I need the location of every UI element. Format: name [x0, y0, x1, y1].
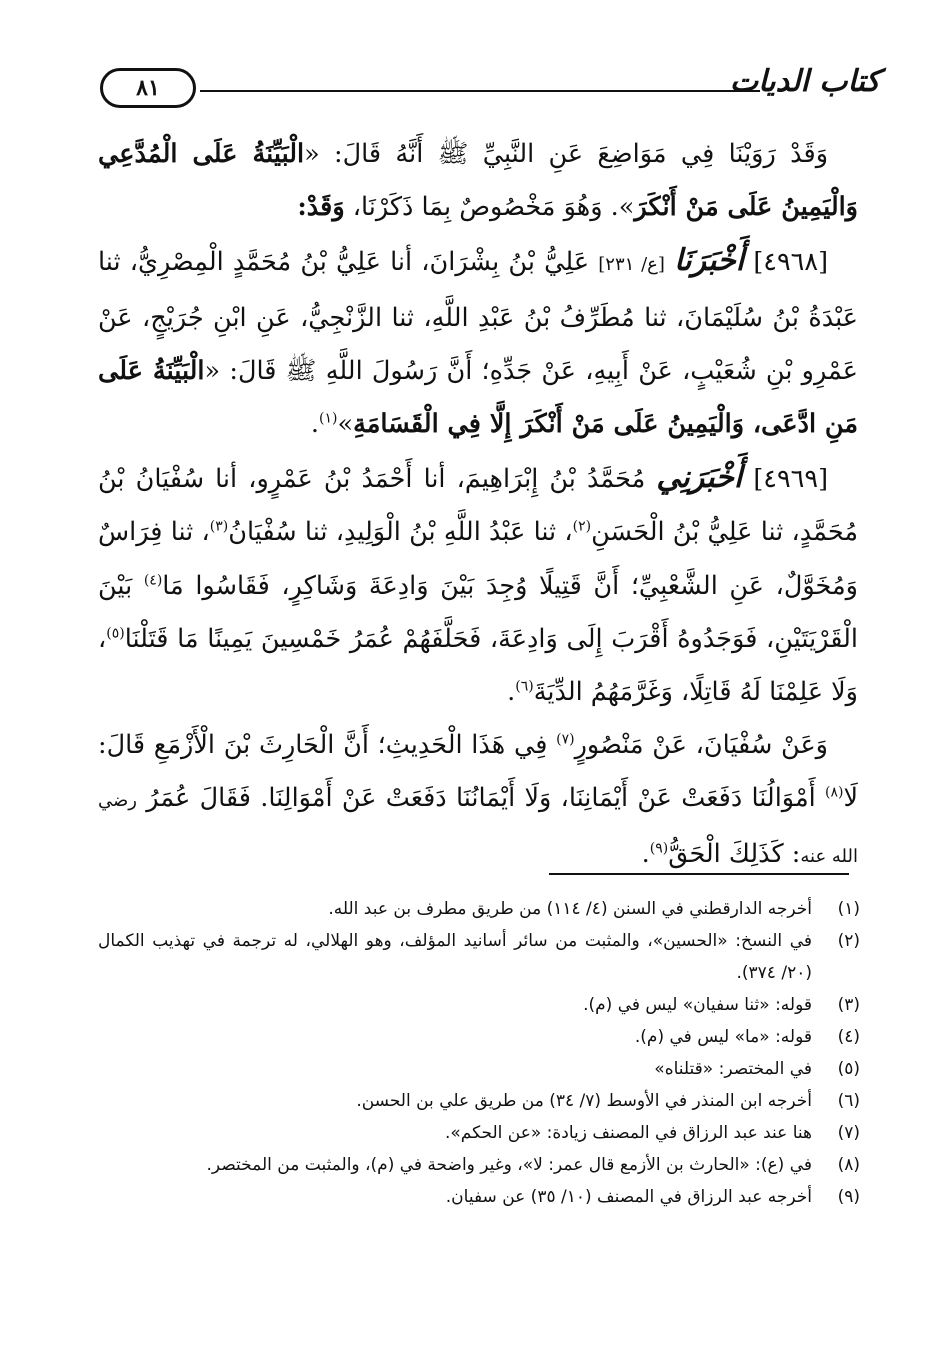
text-run: ». وَهُوَ مَخْصُوصٌ بِمَا ذَكَرْنَا،: [344, 192, 635, 223]
footnote-number: (٥): [837, 1059, 860, 1079]
footnote-text: في (ع): «الحارث بن الأزمع قال عمر: لا»، وغير واضحة في (م)، والمثبت من المختصر.: [206, 1155, 812, 1175]
narration-keyword: أَخْبَرَنِي: [656, 460, 743, 496]
footnote-text: أخرجه الدارقطني في السنن (٤/ ١١٤) من طريق مطرف بن عبد الله.: [328, 899, 812, 919]
footnote-ref[interactable]: (٥): [106, 625, 125, 642]
text-run: ، ثنا فِرَاسٌ وَمُخَوَّلٌ، عَنِ الشَّعْبِيِّ؛ أَنَّ قَتِيلًا وُجِدَ بَيْنَ وَادِعَةَ وَشَاكِرٍ، فَقَاسُوا مَا: [98, 517, 858, 601]
text-run: فِي هَذَا الْحَدِيثِ؛ أَنَّ الْحَارِثَ بْنَ الْأَزْمَعِ قَالَ: لَا: [98, 730, 858, 814]
hadith-text: الْبَيِّنَةُ عَلَى الْمُدَّعِي وَالْيَمِينُ عَلَى مَنْ أَنْكَرَ: [98, 139, 858, 223]
header-rule: [200, 90, 760, 92]
hadith-number: [٤٩٦٩]: [753, 464, 829, 495]
hadith-entry-4968: [٤٩٦٨] أَخْبَرَنَا [ع/ ٢٣١] عَلِيُّ بْنُ بِشْرَانَ، أنا عَلِيُّ بْنُ مُحَمَّدٍ الْمِصْرِيُّ، ثنا عَبْدَةُ بْنُ سُلَيْمَانَ، ثنا مُطَرِّفُ بْنُ عَبْدِ اللَّهِ، ثنا الزَّنْجِيُّ، عَنِ ابْنِ جُرَيْجٍ، عَنْ عَمْرِو بْنِ شُعَيْبٍ، عَنْ أَبِيهِ، عَنْ جَدِّهِ؛ أَنَّ رَسُولَ اللَّهِ ﷺ قَالَ: «الْبَيِّنَةُ عَلَى مَنِ ادَّعَى، وَالْيَمِينُ عَلَى مَنْ أَنْكَرَ إِلَّا فِي الْقَسَامَةِ»$^{(١)}$.: [98, 243, 858, 440]
footnote-item: [98, 1117, 860, 1149]
footnote-number: (٧): [837, 1123, 860, 1143]
hadith-text: الْبَيِّنَةُ عَلَى مَنِ ادَّعَى، وَالْيَمِينُ عَلَى مَنْ أَنْكَرَ إِلَّا فِي الْقَسَامَةِ: [98, 355, 858, 440]
hadith-entry-4969: [98, 451, 858, 719]
main-text: [98, 128, 858, 883]
isnad-text: مُحَمَّدُ بْنُ إِبْرَاهِيمَ، أنا أَحْمَدُ بْنُ عَمْرٍو، أنا سُفْيَانُ بْنُ مُحَمَّدٍ، ثنا عَلِيُّ بْنُ الْحَسَنِ: [98, 464, 858, 548]
paragraph-intro: [98, 128, 858, 234]
footnote-text: أخرجه ابن المنذر في الأوسط (٧/ ٣٤) من طريق علي بن الحسن.: [356, 1091, 812, 1111]
page-header: [100, 62, 880, 122]
text-run: .: [507, 677, 516, 708]
footnote-text: قوله: «ما» ليس في (م).: [634, 1027, 812, 1047]
text-run: وَقَدْ رَوَيْنَا فِي مَوَاضِعَ عَنِ النَّبِيِّ ﷺ أَنَّهُ قَالَ: «: [304, 139, 829, 169]
footnote-item: [98, 989, 860, 1021]
footnote-item: [98, 893, 860, 925]
footnote-item: [98, 1085, 860, 1117]
footnote-item: [98, 1053, 860, 1085]
text-run: وَعَنْ سُفْيَانَ، عَنْ مَنْصُورٍ: [574, 730, 828, 761]
footnote-ref[interactable]: (٧): [556, 731, 575, 748]
footnote-item: [98, 1149, 860, 1181]
text-run: »: [337, 409, 354, 440]
isnad-text: عَلِيُّ بْنُ بِشْرَانَ، أنا عَلِيُّ بْنُ مُحَمَّدٍ الْمِصْرِيُّ، ثنا عَبْدَةُ بْنُ سُلَيْمَانَ، ثنا مُطَرِّفُ بْنُ عَبْدِ اللَّهِ، ثنا الزَّنْجِيُّ، عَنِ ابْنِ جُرَيْجٍ، عَنْ عَمْرِو بْنِ شُعَيْبٍ، عَنْ أَبِيهِ، عَنْ جَدِّهِ؛ أَنَّ رَسُولَ اللَّهِ ﷺ قَالَ: «: [98, 247, 858, 386]
footnote-text: قوله: «ثنا سفيان» ليس في (م).: [583, 995, 812, 1015]
footnote-ref[interactable]: (١): [318, 410, 338, 427]
footnote-item: [98, 1021, 860, 1053]
footnote-separator: [549, 873, 849, 875]
footnote-number: (٤): [837, 1027, 860, 1047]
footnote-number: (٩): [837, 1187, 860, 1207]
footnote-number: (١): [837, 899, 860, 919]
paragraph-mansur: [98, 719, 858, 883]
text-run: بَيْنَ الْقَرْيَتَيْنِ، فَوَجَدُوهُ أَقْرَبَ إِلَى وَادِعَةَ، فَحَلَّفَهُمْ عُمَرُ خَمْسِينَ يَمِينًا مَا قَتَلْنَا: [98, 570, 858, 654]
manuscript-ref: [ع/ ٢٣١]: [598, 254, 665, 276]
text-run: أَمْوَالُنَا دَفَعَتْ عَنْ أَيْمَانِنَا، وَلَا أَيْمَانُنَا دَفَعَتْ عَنْ أَمْوَالِنَا. فَقَالَ عُمَرُ: [136, 783, 825, 814]
footnote-text: في المختصر: «قتلناه»: [654, 1059, 812, 1079]
footnote-text: في النسخ: «الحسين»، والمثبت من سائر أسانيد المؤلف، وهو الهلالي، له ترجمة في تهذيب الكمال (٢٠/ ٣٧٤).: [98, 931, 812, 983]
hadith-number: [٤٩٦٨]: [753, 247, 829, 278]
text-run: .: [641, 838, 650, 869]
footnote-ref[interactable]: (٨): [824, 784, 844, 801]
text-run: : كَذَلِكَ الْحَقُّ: [668, 838, 801, 869]
footnote-ref[interactable]: (٤): [143, 572, 163, 589]
footnote-item: [98, 1181, 860, 1213]
text-run: ، ثنا عَبْدُ اللَّهِ بْنُ الْوَلِيدِ، ثنا سُفْيَانُ: [228, 517, 573, 548]
footnote-number: (٣): [837, 995, 860, 1015]
footnote-ref[interactable]: (٦): [515, 678, 534, 695]
text-run: ، وَلَا عَلِمْنَا لَهُ قَاتِلًا، وَغَرَّمَهُمُ الدِّيَةَ: [98, 623, 858, 708]
footnote-item: [98, 925, 860, 989]
footnotes: [98, 893, 860, 1213]
footnote-number: (٢): [837, 931, 860, 951]
footnote-text: هنا عند عبد الرزاق في المصنف زيادة: «عن الحكم».: [445, 1123, 812, 1143]
footnote-ref[interactable]: (٣): [209, 518, 229, 535]
narration-keyword: أَخْبَرَنَا: [674, 243, 745, 279]
footnote-ref[interactable]: (٩): [649, 840, 669, 857]
footnote-ref[interactable]: (٢): [572, 518, 592, 535]
page-number: ٨١: [100, 68, 196, 108]
footnote-number: (٨): [837, 1155, 860, 1175]
footnote-number: (٦): [837, 1091, 860, 1111]
book-title: كتاب الديات: [729, 64, 880, 99]
footnote-text: أخرجه عبد الرزاق في المصنف (١٠/ ٣٥) عن سفيان.: [445, 1187, 812, 1207]
text-run: وَقَدْ:: [297, 192, 345, 223]
honorific-glyph: رضي الله عنه: [98, 790, 858, 867]
